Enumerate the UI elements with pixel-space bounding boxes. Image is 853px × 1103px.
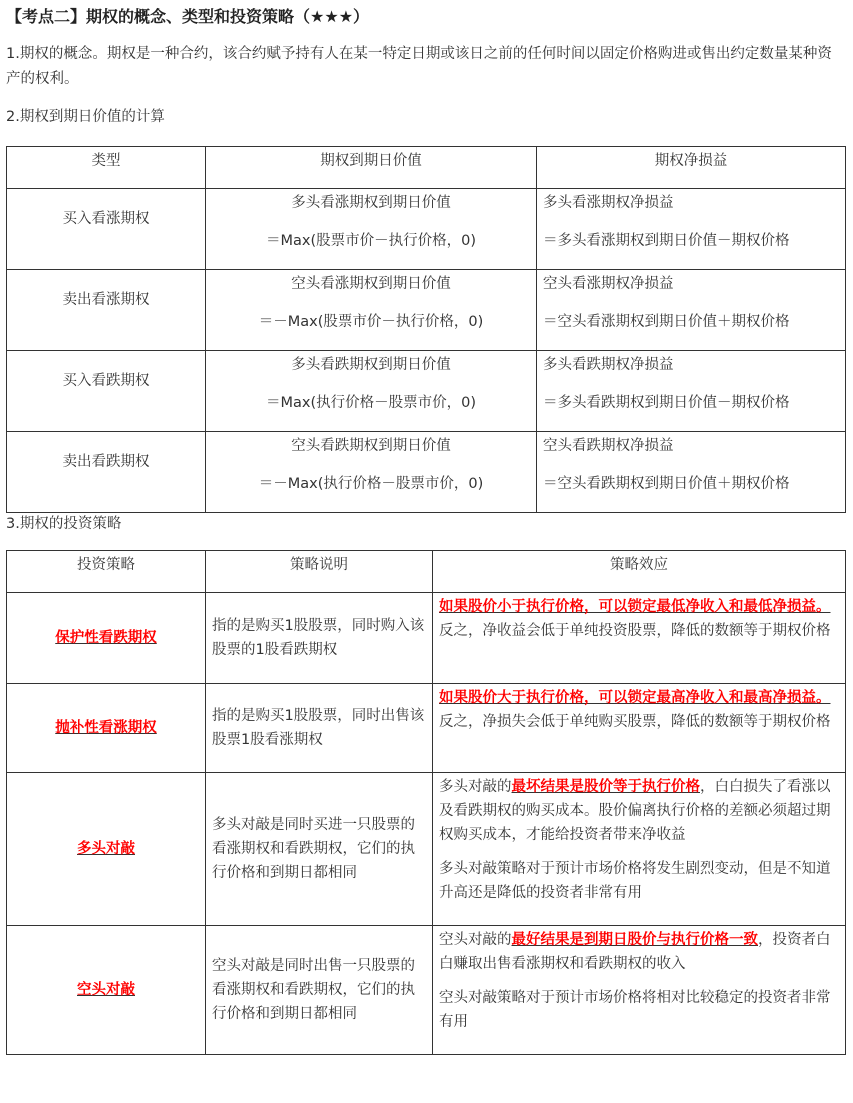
- net-label: 多头看跌期权净损益: [543, 357, 674, 373]
- effect-note: 空头对敲策略对于预计市场价格将相对比较稳定的投资者非常有用: [439, 990, 831, 1030]
- value-cell: [206, 432, 537, 513]
- strategy-effect: [433, 773, 846, 926]
- value-label: 多头看跌期权到期日价值: [291, 357, 451, 373]
- net-formula: ＝多头看涨期权到期日价值－期权价格: [543, 233, 790, 249]
- type-cell: 卖出看涨期权: [7, 270, 206, 351]
- table-header-row: [7, 147, 846, 189]
- paragraph-heading-2: 2.期权到期日价值的计算: [6, 109, 165, 125]
- net-formula: ＝空头看涨期权到期日价值＋期权价格: [543, 314, 790, 330]
- effect-text: 反之，净损失会低于单纯购买股票，降低的数额等于期权价格: [439, 714, 831, 730]
- strategy-desc: 多头对敲是同时买进一只股票的看涨期权和看跌期权，它们的执行价格和到期日都相同: [206, 773, 433, 926]
- value-formula: ＝－Max(执行价格－股票市价，0): [258, 476, 484, 492]
- net-formula: ＝空头看跌期权到期日价值＋期权价格: [543, 476, 790, 492]
- strategy-name: 空头对敲: [77, 982, 135, 998]
- effect-text: ，投资者白白赚取出售看涨期权和看跌期权的收入: [439, 932, 831, 972]
- strategy-effect: [433, 926, 846, 1055]
- table-row: [7, 270, 846, 351]
- strategy-table: [6, 550, 846, 1055]
- strategy-name: 抛补性看涨期权: [55, 720, 157, 736]
- header-cell: 策略说明: [206, 551, 433, 593]
- value-formula: ＝－Max(股票市价－执行价格，0): [258, 314, 484, 330]
- net-label: 多头看涨期权净损益: [543, 195, 674, 211]
- strategy-name: 多头对敲: [77, 841, 135, 857]
- effect-prefix: 多头对敲的: [439, 779, 512, 795]
- effect-highlight: 最好结果是到期日股价与执行价格一致: [511, 932, 758, 948]
- effect-highlight: 最坏结果是股价等于执行价格: [511, 779, 700, 795]
- strategy-effect: [433, 684, 846, 773]
- strategy-desc: 指的是购买1股股票，同时出售该股票1股看涨期权: [206, 684, 433, 773]
- strategy-name-cell: [7, 773, 206, 926]
- effect-highlight: 如果股价大于执行价格，可以锁定最高净收入和最高净损益。: [439, 690, 831, 706]
- table-row: [7, 593, 846, 684]
- table-row: [7, 684, 846, 773]
- table-row: [7, 351, 846, 432]
- section-title: 【考点二】期权的概念、类型和投资策略（★★★）: [6, 7, 370, 26]
- table-row: [7, 189, 846, 270]
- effect-text: ，白白损失了看涨以及看跌期权的购买成本。股价偏离执行价格的差额必须超过期权购买成本，才能给投资者带来净收益: [439, 779, 831, 843]
- strategy-effect: [433, 593, 846, 684]
- value-label: 空头看涨期权到期日价值: [291, 276, 451, 292]
- header-cell: 类型: [7, 147, 206, 189]
- strategy-name-cell: [7, 926, 206, 1055]
- strategy-name-cell: [7, 593, 206, 684]
- value-label: 多头看涨期权到期日价值: [291, 195, 451, 211]
- header-cell: 策略效应: [433, 551, 846, 593]
- table-row: [7, 773, 846, 926]
- type-cell: 买入看涨期权: [7, 189, 206, 270]
- value-cell: [206, 270, 537, 351]
- type-cell: 买入看跌期权: [7, 351, 206, 432]
- value-label: 空头看跌期权到期日价值: [291, 438, 451, 454]
- type-cell: 卖出看跌期权: [7, 432, 206, 513]
- table-row: [7, 432, 846, 513]
- header-cell: 期权到期日价值: [206, 147, 537, 189]
- value-formula: ＝Max(股票市价－执行价格，0): [265, 233, 476, 249]
- value-formula: ＝Max(执行价格－股票市价，0): [265, 395, 476, 411]
- net-label: 空头看跌期权净损益: [543, 438, 674, 454]
- net-cell: [537, 270, 846, 351]
- paragraph-definition: 1.期权的概念。期权是一种合约，该合约赋予持有人在某一特定日期或该日之前的任何时间以固定价格购进或售出约定数量某种资产的权利。: [6, 46, 832, 87]
- effect-note: 多头对敲策略对于预计市场价格将发生剧烈变动，但是不知道升高还是降低的投资者非常有用: [439, 861, 831, 901]
- effect-prefix: 空头对敲的: [439, 932, 512, 948]
- strategy-desc: 空头对敲是同时出售一只股票的看涨期权和看跌期权，它们的执行价格和到期日都相同: [206, 926, 433, 1055]
- net-cell: [537, 432, 846, 513]
- net-cell: [537, 351, 846, 432]
- net-label: 空头看涨期权净损益: [543, 276, 674, 292]
- value-cell: [206, 351, 537, 432]
- header-cell: 期权净损益: [537, 147, 846, 189]
- strategy-name-cell: [7, 684, 206, 773]
- value-cell: [206, 189, 537, 270]
- strategy-name: 保护性看跌期权: [55, 630, 157, 646]
- table-header-row: [7, 551, 846, 593]
- strategy-desc: 指的是购买1股股票，同时购入该股票的1股看跌期权: [206, 593, 433, 684]
- header-cell: 投资策略: [7, 551, 206, 593]
- net-formula: ＝多头看跌期权到期日价值－期权价格: [543, 395, 790, 411]
- paragraph-heading-3: 3.期权的投资策略: [6, 516, 122, 532]
- net-cell: [537, 189, 846, 270]
- option-value-table: [6, 146, 846, 513]
- effect-text: 反之，净收益会低于单纯投资股票，降低的数额等于期权价格: [439, 623, 831, 639]
- table-row: [7, 926, 846, 1055]
- effect-highlight: 如果股价小于执行价格，可以锁定最低净收入和最低净损益。: [439, 599, 831, 615]
